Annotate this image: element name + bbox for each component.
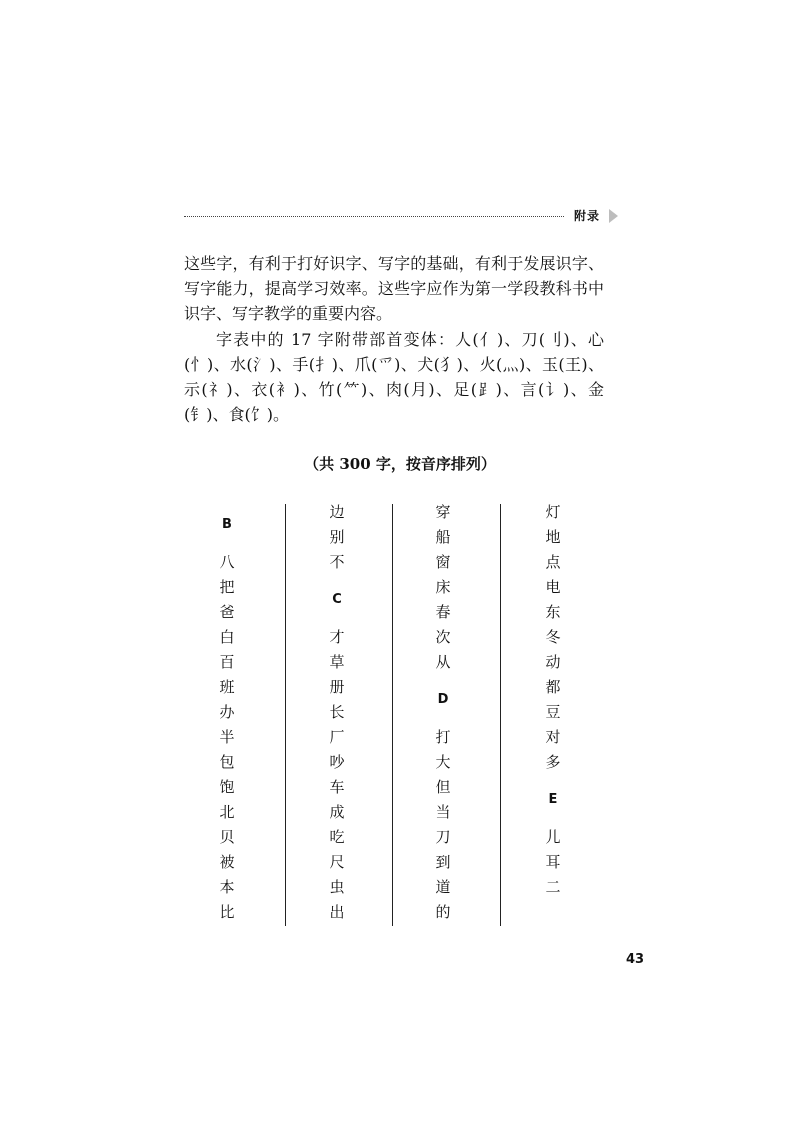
table-character: 把 (219, 578, 235, 596)
table-character: 吵 (329, 753, 345, 771)
table-character: 才 (329, 628, 345, 646)
table-character: 船 (435, 528, 451, 546)
table-character: 饱 (219, 778, 235, 796)
table-character: 地 (545, 528, 561, 546)
table-character: 班 (219, 678, 235, 696)
body-paragraph-2: 字表中的 17 字附带部首变体：人(亻)、刀(刂)、心(忄)、水(氵)、手(扌)、爪(爫)、犬(犭)、火(灬)、玉(王)、示(礻)、衣(衤)、竹(⺮)、肉(月)、足(⻊)、言(讠)、金(钅)、食(饣)。 (184, 330, 604, 424)
table-character: 吃 (329, 828, 345, 846)
table-character: 床 (435, 578, 451, 596)
char-column-1 (182, 500, 272, 925)
table-character: 半 (219, 728, 235, 746)
table-character: 的 (435, 903, 451, 921)
table-character: 电 (545, 578, 561, 596)
table-character: 东 (545, 603, 561, 621)
table-character: 但 (435, 778, 451, 796)
table-character: 穿 (435, 503, 451, 521)
table-character: 贝 (219, 828, 235, 846)
table-character: 尺 (329, 853, 345, 871)
table-character: 别 (329, 528, 345, 546)
column-divider (285, 504, 286, 926)
header-section-label: 附录 (574, 209, 601, 223)
char-column-2 (292, 500, 382, 925)
table-character: 二 (545, 878, 561, 896)
column-divider (392, 504, 393, 926)
table-character: 成 (329, 803, 345, 821)
pinyin-letter-heading: E (548, 792, 558, 807)
table-character: 豆 (545, 703, 561, 721)
pinyin-letter-heading: D (437, 692, 449, 707)
table-character: 打 (435, 728, 451, 746)
table-character: 比 (219, 903, 235, 921)
table-character: 窗 (435, 553, 451, 571)
column-divider (500, 504, 501, 926)
table-character: 动 (545, 653, 561, 671)
table-character: 道 (435, 878, 451, 896)
page-number: 43 (626, 952, 645, 967)
char-column-3 (398, 500, 488, 925)
body-paragraph-1: 这些字，有利于打好识字、写字的基础，有利于发展识字、写字能力，提高学习效率。这些字应作为第一学段教科书中识字、写字教学的重要内容。 (184, 254, 604, 323)
table-caption: （共 300 字，按音序排列） (304, 455, 496, 473)
table-character: 本 (219, 878, 235, 896)
table-character: 出 (329, 903, 345, 921)
pinyin-letter-heading: C (332, 592, 342, 607)
table-character: 草 (329, 653, 345, 671)
table-character: 刀 (435, 828, 451, 846)
table-character: 灯 (545, 503, 561, 521)
table-character: 长 (329, 703, 345, 721)
table-character: 对 (545, 728, 561, 746)
table-character: 厂 (329, 728, 345, 746)
table-character: 从 (435, 653, 451, 671)
table-character: 儿 (545, 828, 561, 846)
char-column-4 (508, 500, 598, 900)
table-character: 北 (219, 803, 235, 821)
table-character: 点 (545, 553, 561, 571)
table-character: 爸 (219, 603, 235, 621)
table-character: 车 (329, 778, 345, 796)
table-character: 百 (219, 653, 235, 671)
table-character: 多 (545, 753, 561, 771)
table-character: 册 (329, 678, 345, 696)
header-dotted-rule (184, 216, 564, 217)
pinyin-letter-heading: B (222, 517, 232, 532)
table-character: 不 (329, 553, 345, 571)
table-character: 到 (435, 853, 451, 871)
table-character: 八 (219, 553, 235, 571)
table-character: 被 (219, 853, 235, 871)
table-character: 次 (435, 628, 451, 646)
header-arrow-icon (609, 209, 618, 223)
table-character: 大 (435, 753, 451, 771)
table-character: 虫 (329, 878, 345, 896)
table-character: 耳 (545, 853, 561, 871)
table-character: 当 (435, 803, 451, 821)
table-character: 边 (329, 503, 345, 521)
table-character: 白 (219, 628, 235, 646)
table-character: 春 (435, 603, 451, 621)
table-character: 包 (219, 753, 235, 771)
table-character: 都 (545, 678, 561, 696)
table-character: 冬 (545, 628, 561, 646)
table-character: 办 (219, 703, 235, 721)
